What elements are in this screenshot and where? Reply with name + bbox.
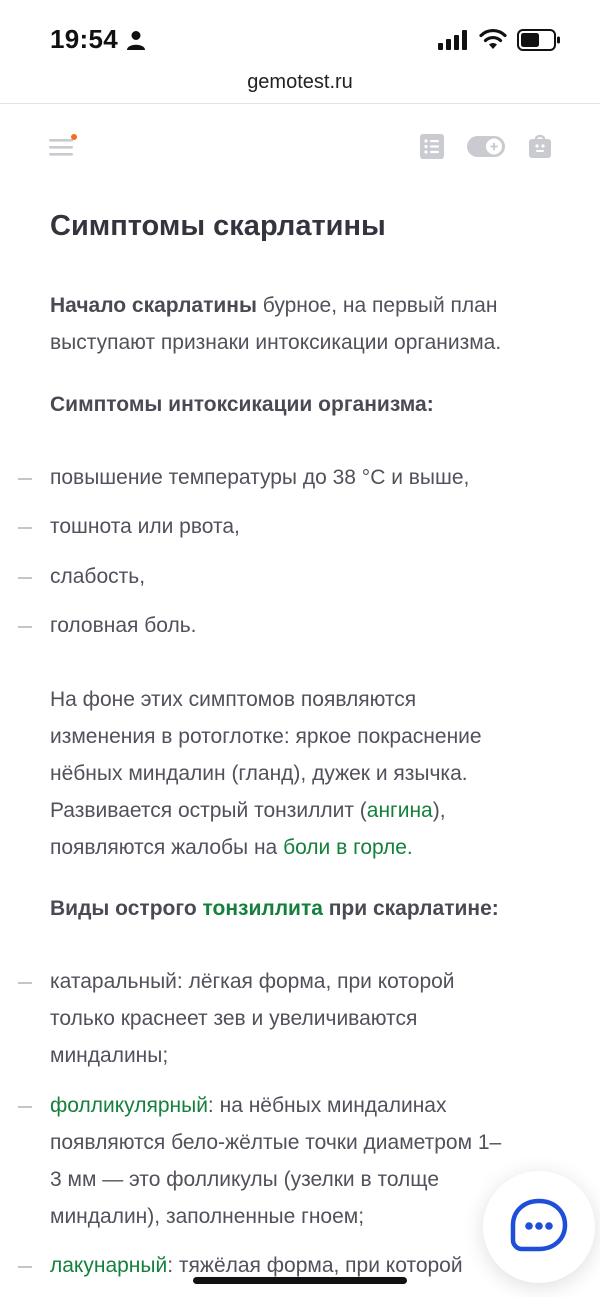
paragraph-line: На фоне этих симптомов появляются — [50, 688, 417, 711]
paragraph-line — [50, 792, 560, 829]
list-item-text: : на нёбных миндалинах — [207, 1094, 447, 1117]
list-item: повышение температуры до 38 °С и выше, — [50, 466, 470, 489]
follicular-link[interactable]: фолликулярный — [50, 1094, 208, 1117]
list-item-line: появляются бело-жёлтые точки диаметром 1– — [50, 1131, 502, 1154]
list-item-line: миндалин), заполненные гноем; — [50, 1205, 365, 1228]
paragraph-text: . — [406, 836, 413, 859]
person-icon — [126, 30, 146, 50]
home-indicator — [193, 1277, 407, 1284]
toggle-plus-icon[interactable] — [467, 136, 505, 157]
list-item-line: катаральный: лёгкая форма, при которой — [50, 970, 455, 993]
list-item-text: : тяжёлая форма, при которой — [167, 1254, 463, 1277]
tonsillitis-link[interactable]: тонзиллита — [202, 897, 323, 920]
list-bullet-dash — [18, 1266, 32, 1268]
bag-icon[interactable] — [529, 134, 551, 158]
subheading-text: при скарлатине: — [322, 897, 499, 920]
list-item-line — [50, 1087, 550, 1124]
list-bullet-dash — [18, 1106, 32, 1108]
list-icon[interactable] — [420, 134, 444, 159]
list-bullet-dash — [18, 626, 32, 628]
sore-throat-link[interactable]: боли в горле — [283, 836, 407, 859]
chat-bubble-icon — [508, 1196, 570, 1258]
list-item: головная боль. — [50, 614, 197, 637]
paragraph-text: появляются жалобы на — [50, 836, 284, 859]
intro-line-1-rest: бурное, на первый план — [256, 294, 498, 317]
list-bullet-dash — [18, 478, 32, 480]
list-bullet-dash — [18, 982, 32, 984]
chat-button[interactable] — [483, 1171, 595, 1283]
symptoms-paragraph — [50, 681, 560, 866]
subheading-tonsillitis-types — [50, 890, 560, 927]
address-bar-divider — [0, 103, 600, 104]
paragraph-text: Развивается острый тонзиллит ( — [50, 799, 367, 822]
paragraph-text: ), — [432, 799, 446, 822]
lacunar-link[interactable]: лакунарный — [50, 1254, 168, 1277]
cellular-signal-icon — [438, 30, 468, 50]
angina-link[interactable]: ангина — [366, 799, 433, 822]
list-item-line: только краснеет зев и увеличиваются — [50, 1007, 418, 1030]
subheading-intoxication: Симптомы интоксикации организма: — [50, 393, 434, 416]
list-item: тошнота или рвота, — [50, 515, 240, 538]
wifi-icon — [479, 28, 507, 50]
battery-icon — [517, 29, 561, 51]
list-bullet-dash — [18, 577, 32, 579]
status-time: 19:54 — [50, 24, 118, 54]
list-item-line: 3 мм — это фолликулы (узелки в толще — [50, 1168, 440, 1191]
list-item: слабость, — [50, 565, 146, 588]
page-title: Симптомы скарлатины — [50, 210, 386, 242]
hamburger-menu-icon[interactable] — [49, 134, 79, 160]
address-bar-url[interactable]: gemotest.ru — [247, 71, 353, 93]
intro-paragraph — [50, 287, 560, 361]
paragraph-line: нёбных миндалин (гланд), дужек и язычка. — [50, 762, 468, 785]
intro-bold: Начало скарлатины — [50, 294, 257, 317]
paragraph-line: изменения в ротоглотке: яркое покраснение — [50, 725, 482, 748]
intro-line-1 — [50, 287, 560, 324]
subheading-text: Виды острого — [50, 897, 203, 920]
status-bar — [0, 0, 600, 80]
list-item-follicular — [50, 1087, 550, 1235]
list-item-line: миндалины; — [50, 1044, 169, 1067]
paragraph-line — [50, 829, 560, 866]
list-item-catarrhal — [50, 963, 550, 1074]
intro-line-2: выступают признаки интоксикации организма. — [50, 331, 502, 354]
list-bullet-dash — [18, 527, 32, 529]
